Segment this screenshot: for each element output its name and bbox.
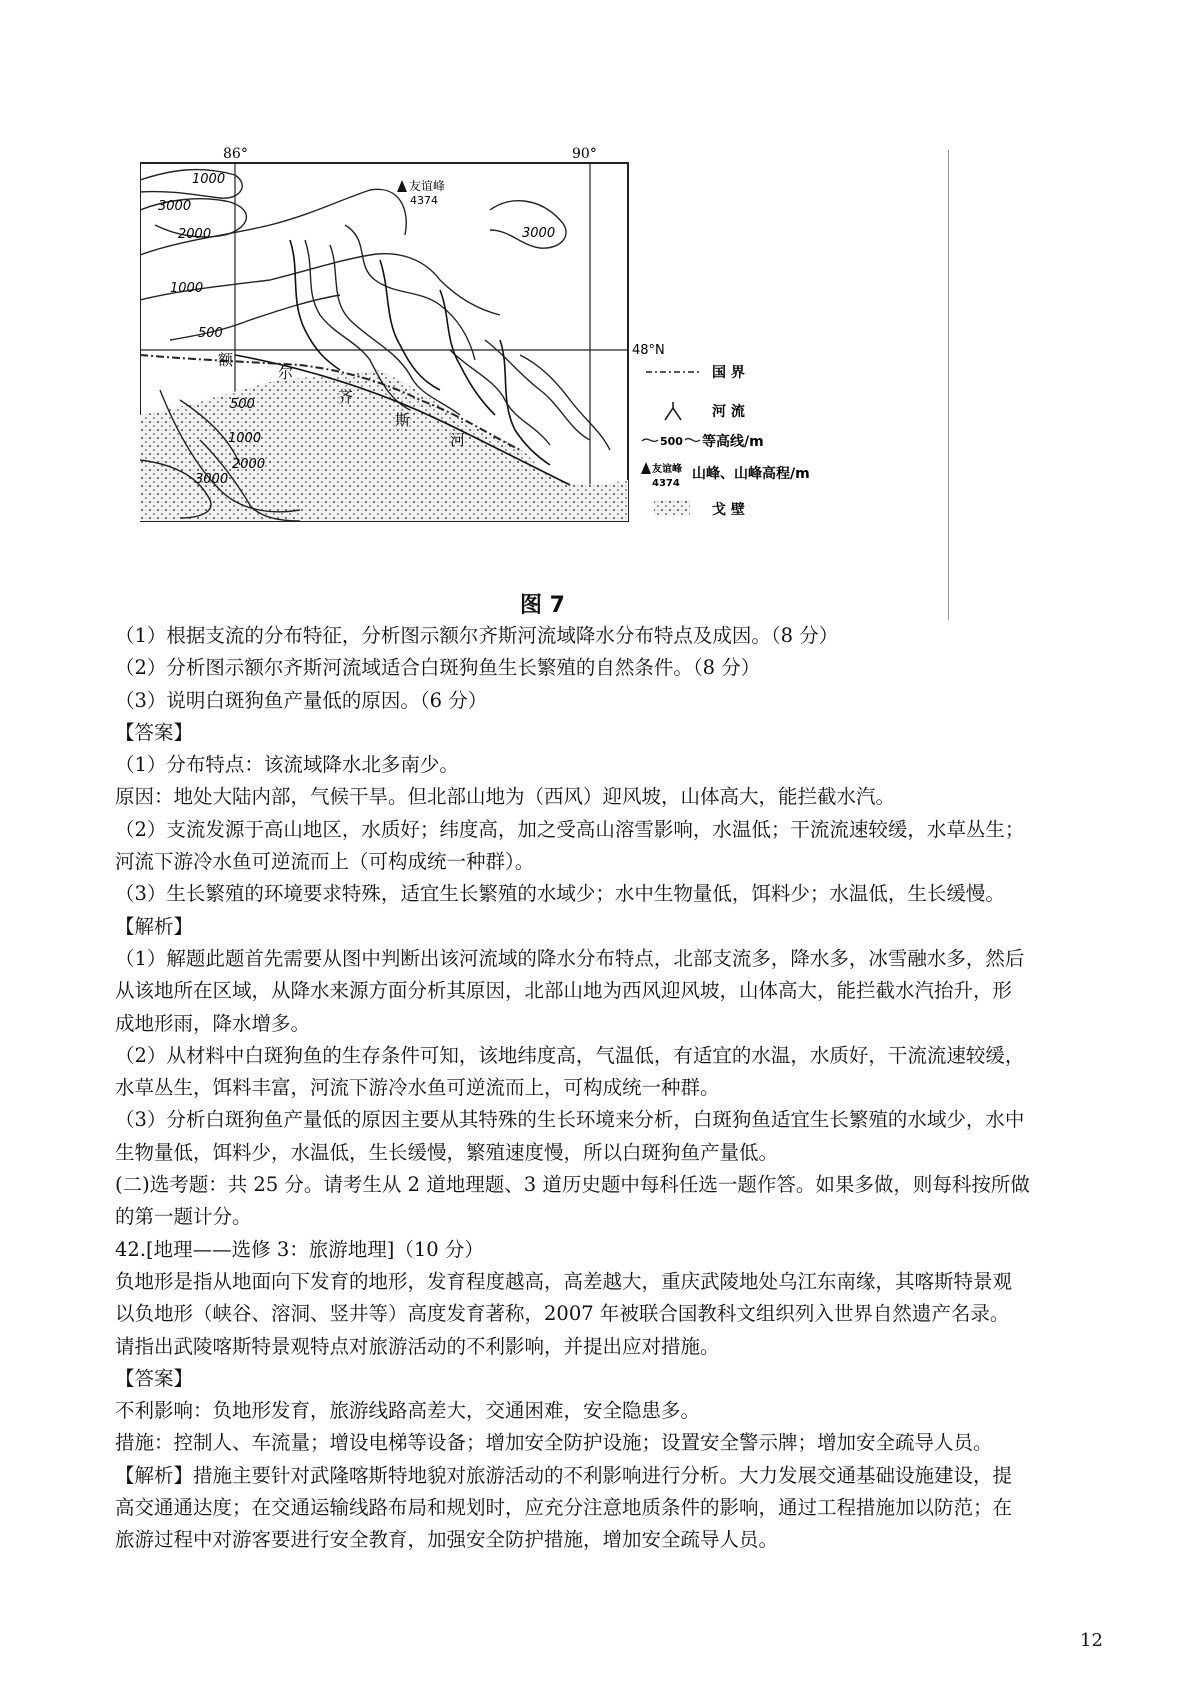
text-line: 以负地形（峡谷、溶洞、竖井等）高度发育著称，2007 年被联合国教科文组织列入世界自然遗产名录。 — [115, 1302, 1010, 1326]
legend-gobi-symbol — [654, 500, 690, 516]
text-line: 请指出武陵喀斯特景观特点对旅游活动的不利影响，并提出应对措施。 — [115, 1334, 720, 1358]
text-line: 从该地所在区域，从降水来源方面分析其原因，北部山地为西风迎风坡，山体高大，能拦截水汽抬升，形 — [115, 979, 1013, 1003]
text-line: 生物量低，饵料少，水温低，生长缓慢，繁殖速度慢，所以白斑狗鱼产量低。 — [115, 1140, 779, 1164]
contour-label: 500 — [198, 326, 223, 341]
legend-river-label: 河 流 — [712, 404, 745, 420]
text-line: 旅游过程中对游客要进行安全教育，加强安全防护措施，增加安全疏导人员。 — [115, 1528, 779, 1552]
text-line: 措施：控制人、车流量；增设电梯等设备；增加安全防护设施；设置安全警示牌；增加安全疏导人员。 — [115, 1431, 993, 1455]
answer-heading: 【答案】 — [115, 1366, 194, 1390]
contour-label: 3000 — [158, 199, 192, 214]
river-name-char: 额 — [218, 351, 234, 369]
river-name-char: 尔 — [278, 364, 294, 382]
text-line: 不利影响：负地形发育，旅游线路高差大，交通困难，安全隐患多。 — [115, 1399, 701, 1423]
contour-label: 2000 — [178, 227, 212, 242]
contour-label: 500 — [230, 397, 255, 412]
river-name-char: 齐 — [338, 388, 354, 406]
contour-label: 3000 — [522, 226, 556, 241]
question-answer-text — [115, 620, 1105, 1557]
legend-peak-icon — [641, 462, 651, 474]
text-line: （1）解题此题首先需要从图中判断出该河流域的降水分布特点，北部支流多，降水多，冰雪融水多，然后 — [115, 946, 1025, 970]
text-line: 成地形雨，降水增多。 — [115, 1011, 311, 1035]
legend-peak-elevation: 4374 — [652, 478, 680, 489]
text-line: （2）从材料中白斑狗鱼的生存条件可知，该地纬度高，气温低，有适宜的水温，水质好，干流流速较缓， — [115, 1043, 1025, 1067]
legend-contour-symbol — [642, 439, 658, 441]
legend-peak-label: 山峰、山峰高程/m — [692, 466, 810, 482]
contour-label: 1000 — [228, 431, 262, 446]
text-line: （2）分析图示额尔齐斯河流域适合白斑狗鱼生长繁殖的自然条件。（8 分） — [115, 656, 761, 680]
peak-name: 友谊峰 — [409, 179, 446, 193]
peak-elevation: 4374 — [410, 194, 438, 207]
text-line: （2）支流发源于高山地区，水质好；纬度高，加之受高山溶雪影响，水温低；干流流速较缓，水草丛生； — [115, 817, 1025, 841]
legend-contour-label: 等高线/m — [702, 434, 764, 450]
legend-river-symbol — [665, 402, 681, 420]
text-line: （3）生长繁殖的环境要求特殊，适宜生长繁殖的水域少；水中生物量低，饵料少；水温低，生长缓慢。 — [115, 882, 1005, 906]
river-name-char: 河 — [450, 431, 466, 449]
legend-gobi-label: 戈 壁 — [712, 502, 745, 518]
river-name-char: 斯 — [395, 411, 411, 429]
contour-label: 2000 — [232, 457, 266, 472]
contour-map — [140, 140, 960, 620]
text-line: （3）分析白斑狗鱼产量低的原因主要从其特殊的生长环境来分析，白斑狗鱼适宜生长繁殖的水域少，水中 — [115, 1108, 1025, 1132]
legend-peak-name: 友谊峰 — [652, 464, 682, 475]
text-line: 的第一题计分。 — [115, 1205, 252, 1229]
text-line: 【解析】措施主要针对武隆喀斯特地貌对旅游活动的不利影响进行分析。大力发展交通基础设施建设，提 — [115, 1463, 1013, 1487]
figure-7-map — [140, 140, 960, 620]
legend-contour-value: 500 — [660, 435, 683, 448]
text-line: 负地形是指从地面向下发育的地形，发育程度越高，高差越大，重庆武陵地处乌江东南缘，其喀斯特景观 — [115, 1269, 1013, 1293]
text-line: 高交通通达度；在交通运输线路布局和规划时，应充分注意地质条件的影响，通过工程措施加以防范；在 — [115, 1496, 1013, 1520]
text-line: （1）根据支流的分布特征，分析图示额尔齐斯河流域降水分布特点及成因。（8 分） — [115, 624, 839, 647]
lon-label-86: 86° — [223, 146, 248, 162]
contour-label: 1000 — [170, 281, 204, 296]
lon-label-90: 90° — [572, 146, 597, 162]
figure-caption: 图 7 — [520, 593, 565, 618]
text-line: （3）说明白斑狗鱼产量低的原因。（6 分） — [115, 688, 488, 712]
legend — [641, 364, 810, 518]
legend-contour-symbol — [685, 439, 700, 442]
text-line: (二)选考题：共 25 分。请考生从 2 道地理题、3 道历史题中每科任选一题作答。如果多做，则每科按所做 — [115, 1173, 1030, 1197]
text-line: 原因：地处大陆内部，气候干旱。但北部山地为（西风）迎风坡，山体高大，能拦截水汽。 — [115, 785, 896, 809]
legend-border-label: 国 界 — [712, 365, 745, 381]
contour-label: 1000 — [192, 172, 226, 187]
analysis-heading: 【解析】 — [115, 914, 194, 938]
page-number: 12 — [1080, 1630, 1103, 1651]
answer-heading: 【答案】 — [115, 720, 194, 744]
contour-label: 3000 — [195, 472, 229, 487]
text-line: （1）分布特点：该流域降水北多南少。 — [115, 753, 459, 777]
text-line: 河流下游冷水鱼可逆流而上（可构成统一种群）。 — [115, 850, 535, 874]
lat-label-48n: 48°N — [632, 343, 665, 358]
text-line: 水草丛生，饵料丰富，河流下游冷水鱼可逆流而上，可构成统一种群。 — [115, 1076, 720, 1100]
side-rule — [948, 150, 949, 620]
question-heading: 42.[地理——选修 3：旅游地理]（10 分） — [115, 1237, 484, 1261]
